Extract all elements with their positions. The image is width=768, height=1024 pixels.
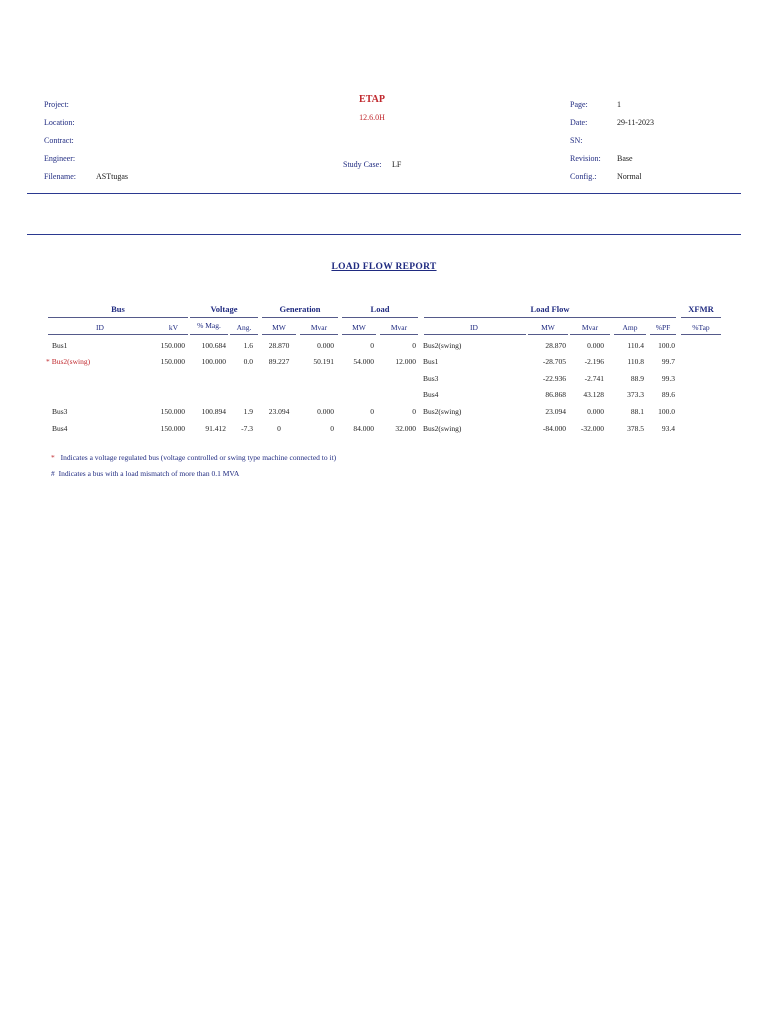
col-underline-mag [190, 334, 228, 335]
cell-lf-mw: 86.868 [545, 390, 566, 399]
cell-mag: 100.684 [201, 341, 226, 350]
revision-label: Revision: [570, 154, 601, 163]
cell-pf: 99.7 [661, 357, 675, 366]
date-label: Date: [570, 118, 588, 127]
col-underline-load-mw [342, 334, 376, 335]
bus-name: Bus1 [52, 341, 68, 350]
col-underline-load-mvar [380, 334, 418, 335]
cell-load-mw: 0 [370, 407, 374, 416]
group-bus: Bus [111, 304, 125, 314]
cell-gen-mvar: 0.000 [317, 407, 334, 416]
cell-bus-id [46, 374, 52, 383]
col-underline-lf-mvar [570, 334, 610, 335]
cell-ang: 1.6 [243, 341, 253, 350]
cell-mag: 100.894 [201, 407, 226, 416]
cell-kv: 150.000 [160, 341, 185, 350]
cell-lf-mvar: 43.128 [583, 390, 604, 399]
app-name: ETAP [359, 94, 385, 105]
cell-to: Bus2(swing) [423, 407, 462, 416]
cell-lf-mvar: -32.000 [580, 424, 604, 433]
group-load-flow: Load Flow [530, 304, 570, 314]
col-gen-mvar: Mvar [310, 323, 328, 332]
cell-to: Bus2(swing) [423, 424, 462, 433]
note-marker-asterisk: * [51, 453, 55, 462]
col-underline-pf [650, 334, 676, 335]
col-tap: %Tap [692, 323, 710, 332]
col-lf-mw: MW [541, 323, 555, 332]
app-version: 12.6.0H [359, 113, 385, 122]
cell-lf-mw: -22.936 [542, 374, 566, 383]
cell-bus-id [46, 424, 67, 433]
cell-ang: -7.3 [241, 424, 253, 433]
col-underline-ang [230, 334, 258, 335]
col-underline-lf-mw [528, 334, 568, 335]
cell-lf-mw: 23.094 [545, 407, 566, 416]
cell-pf: 93.4 [661, 424, 675, 433]
col-mag: % Mag. [197, 321, 221, 330]
study-case-value: LF [392, 160, 402, 169]
cell-kv: 150.000 [160, 357, 185, 366]
col-amp: Amp [622, 323, 638, 332]
cell-load-mvar: 0 [412, 407, 416, 416]
cell-amp: 378.5 [627, 424, 644, 433]
study-case-label: Study Case: [343, 160, 382, 169]
cell-load-mw: 0 [370, 341, 374, 350]
cell-gen-mw: 89.227 [268, 357, 290, 366]
group-underline-bus [48, 317, 188, 318]
cell-load-mw: 54.000 [353, 357, 374, 366]
cell-lf-mvar: -2.741 [584, 374, 604, 383]
cell-amp: 88.9 [630, 374, 644, 383]
cell-lf-mw: -84.000 [542, 424, 566, 433]
cell-ang: 1.9 [243, 407, 253, 416]
col-lf-mvar: Mvar [581, 323, 599, 332]
note-load-mismatch [51, 469, 239, 478]
col-to-id: ID [470, 323, 478, 332]
cell-pf: 99.3 [661, 374, 675, 383]
group-generation: Generation [279, 304, 321, 314]
date-value: 29-11-2023 [617, 118, 655, 127]
cell-pf: 89.6 [661, 390, 675, 399]
cell-kv: 150.000 [160, 424, 185, 433]
bus-name: Bus3 [52, 407, 68, 416]
cell-amp: 373.3 [627, 390, 644, 399]
cell-pf: 100.0 [658, 407, 675, 416]
cell-load-mvar: 32.000 [395, 424, 416, 433]
config-value: Normal [617, 172, 642, 181]
cell-mag: 91.412 [205, 424, 226, 433]
page-label: Page: [570, 100, 588, 109]
col-underline-bus [48, 334, 188, 335]
col-underline-gen-mvar [300, 334, 338, 335]
cell-lf-mw: -28.705 [542, 357, 566, 366]
cell-to: Bus3 [423, 374, 439, 383]
group-underline-voltage [190, 317, 258, 318]
col-load-mw: MW [352, 323, 366, 332]
col-pf: %PF [655, 323, 671, 332]
voltage-regulated-marker: * [46, 357, 50, 366]
col-load-mvar: Mvar [390, 323, 408, 332]
cell-bus-id [46, 341, 67, 350]
cell-amp: 110.8 [627, 357, 644, 366]
report-title: LOAD FLOW REPORT [331, 262, 437, 272]
note-text: Indicates a bus with a load mismatch of more than 0.1 MVA [58, 469, 240, 478]
sn-label: SN: [570, 136, 583, 145]
cell-to: Bus1 [423, 357, 439, 366]
project-label: Project: [44, 100, 69, 109]
cell-lf-mvar: 0.000 [587, 341, 604, 350]
col-underline-amp [614, 334, 646, 335]
col-underline-gen-mw [262, 334, 296, 335]
cell-amp: 88.1 [630, 407, 644, 416]
group-underline-load-flow [424, 317, 676, 318]
filename-value: ASTtugas [96, 172, 128, 181]
group-underline-xfmr [681, 317, 721, 318]
cell-amp: 110.4 [627, 341, 644, 350]
cell-lf-mvar: 0.000 [587, 407, 604, 416]
col-ang: Ang. [236, 323, 252, 332]
bus-name: Bus4 [52, 424, 68, 433]
cell-to: Bus2(swing) [423, 341, 462, 350]
cell-load-mw: 84.000 [353, 424, 374, 433]
group-voltage: Voltage [210, 304, 238, 314]
note-marker-hash: # [51, 469, 55, 478]
config-label: Config.: [570, 172, 597, 181]
group-xfmr: XFMR [688, 304, 714, 314]
engineer-label: Engineer: [44, 154, 76, 163]
col-underline-to-id [424, 334, 526, 335]
page-value: 1 [617, 100, 621, 109]
filename-label: Filename: [44, 172, 76, 181]
col-gen-mw: MW [272, 323, 286, 332]
cell-ang: 0.0 [243, 357, 253, 366]
cell-bus-id [46, 357, 90, 366]
header-rule-bottom [27, 234, 741, 235]
cell-gen-mvar: 0 [330, 424, 334, 433]
cell-gen-mw: 23.094 [268, 407, 290, 416]
bus-name: Bus2(swing) [51, 357, 91, 366]
cell-gen-mvar: 0.000 [317, 341, 334, 350]
col-kv: kV [168, 323, 178, 332]
note-text: Indicates a voltage regulated bus (voltage controlled or swing type machine connected to it) [60, 453, 337, 462]
cell-load-mvar: 0 [412, 341, 416, 350]
cell-bus-id [46, 390, 52, 399]
cell-lf-mvar: -2.196 [584, 357, 604, 366]
cell-lf-mw: 28.870 [545, 341, 566, 350]
header-rule-top [27, 193, 741, 194]
cell-gen-mvar: 50.191 [313, 357, 334, 366]
cell-gen-mw: 0 [277, 424, 281, 433]
col-bus-id: ID [96, 323, 104, 332]
group-underline-generation [262, 317, 338, 318]
revision-value: Base [617, 154, 633, 163]
location-label: Location: [44, 118, 75, 127]
cell-mag: 100.000 [201, 357, 226, 366]
group-underline-load [342, 317, 418, 318]
note-voltage-regulated [51, 453, 336, 462]
contract-label: Contract: [44, 136, 74, 145]
cell-to: Bus4 [423, 390, 439, 399]
group-load: Load [370, 304, 390, 314]
cell-pf: 100.0 [658, 341, 675, 350]
cell-load-mvar: 12.000 [395, 357, 416, 366]
col-underline-tap [681, 334, 721, 335]
cell-gen-mw: 28.870 [268, 341, 290, 350]
cell-kv: 150.000 [160, 407, 185, 416]
cell-bus-id [46, 407, 67, 416]
